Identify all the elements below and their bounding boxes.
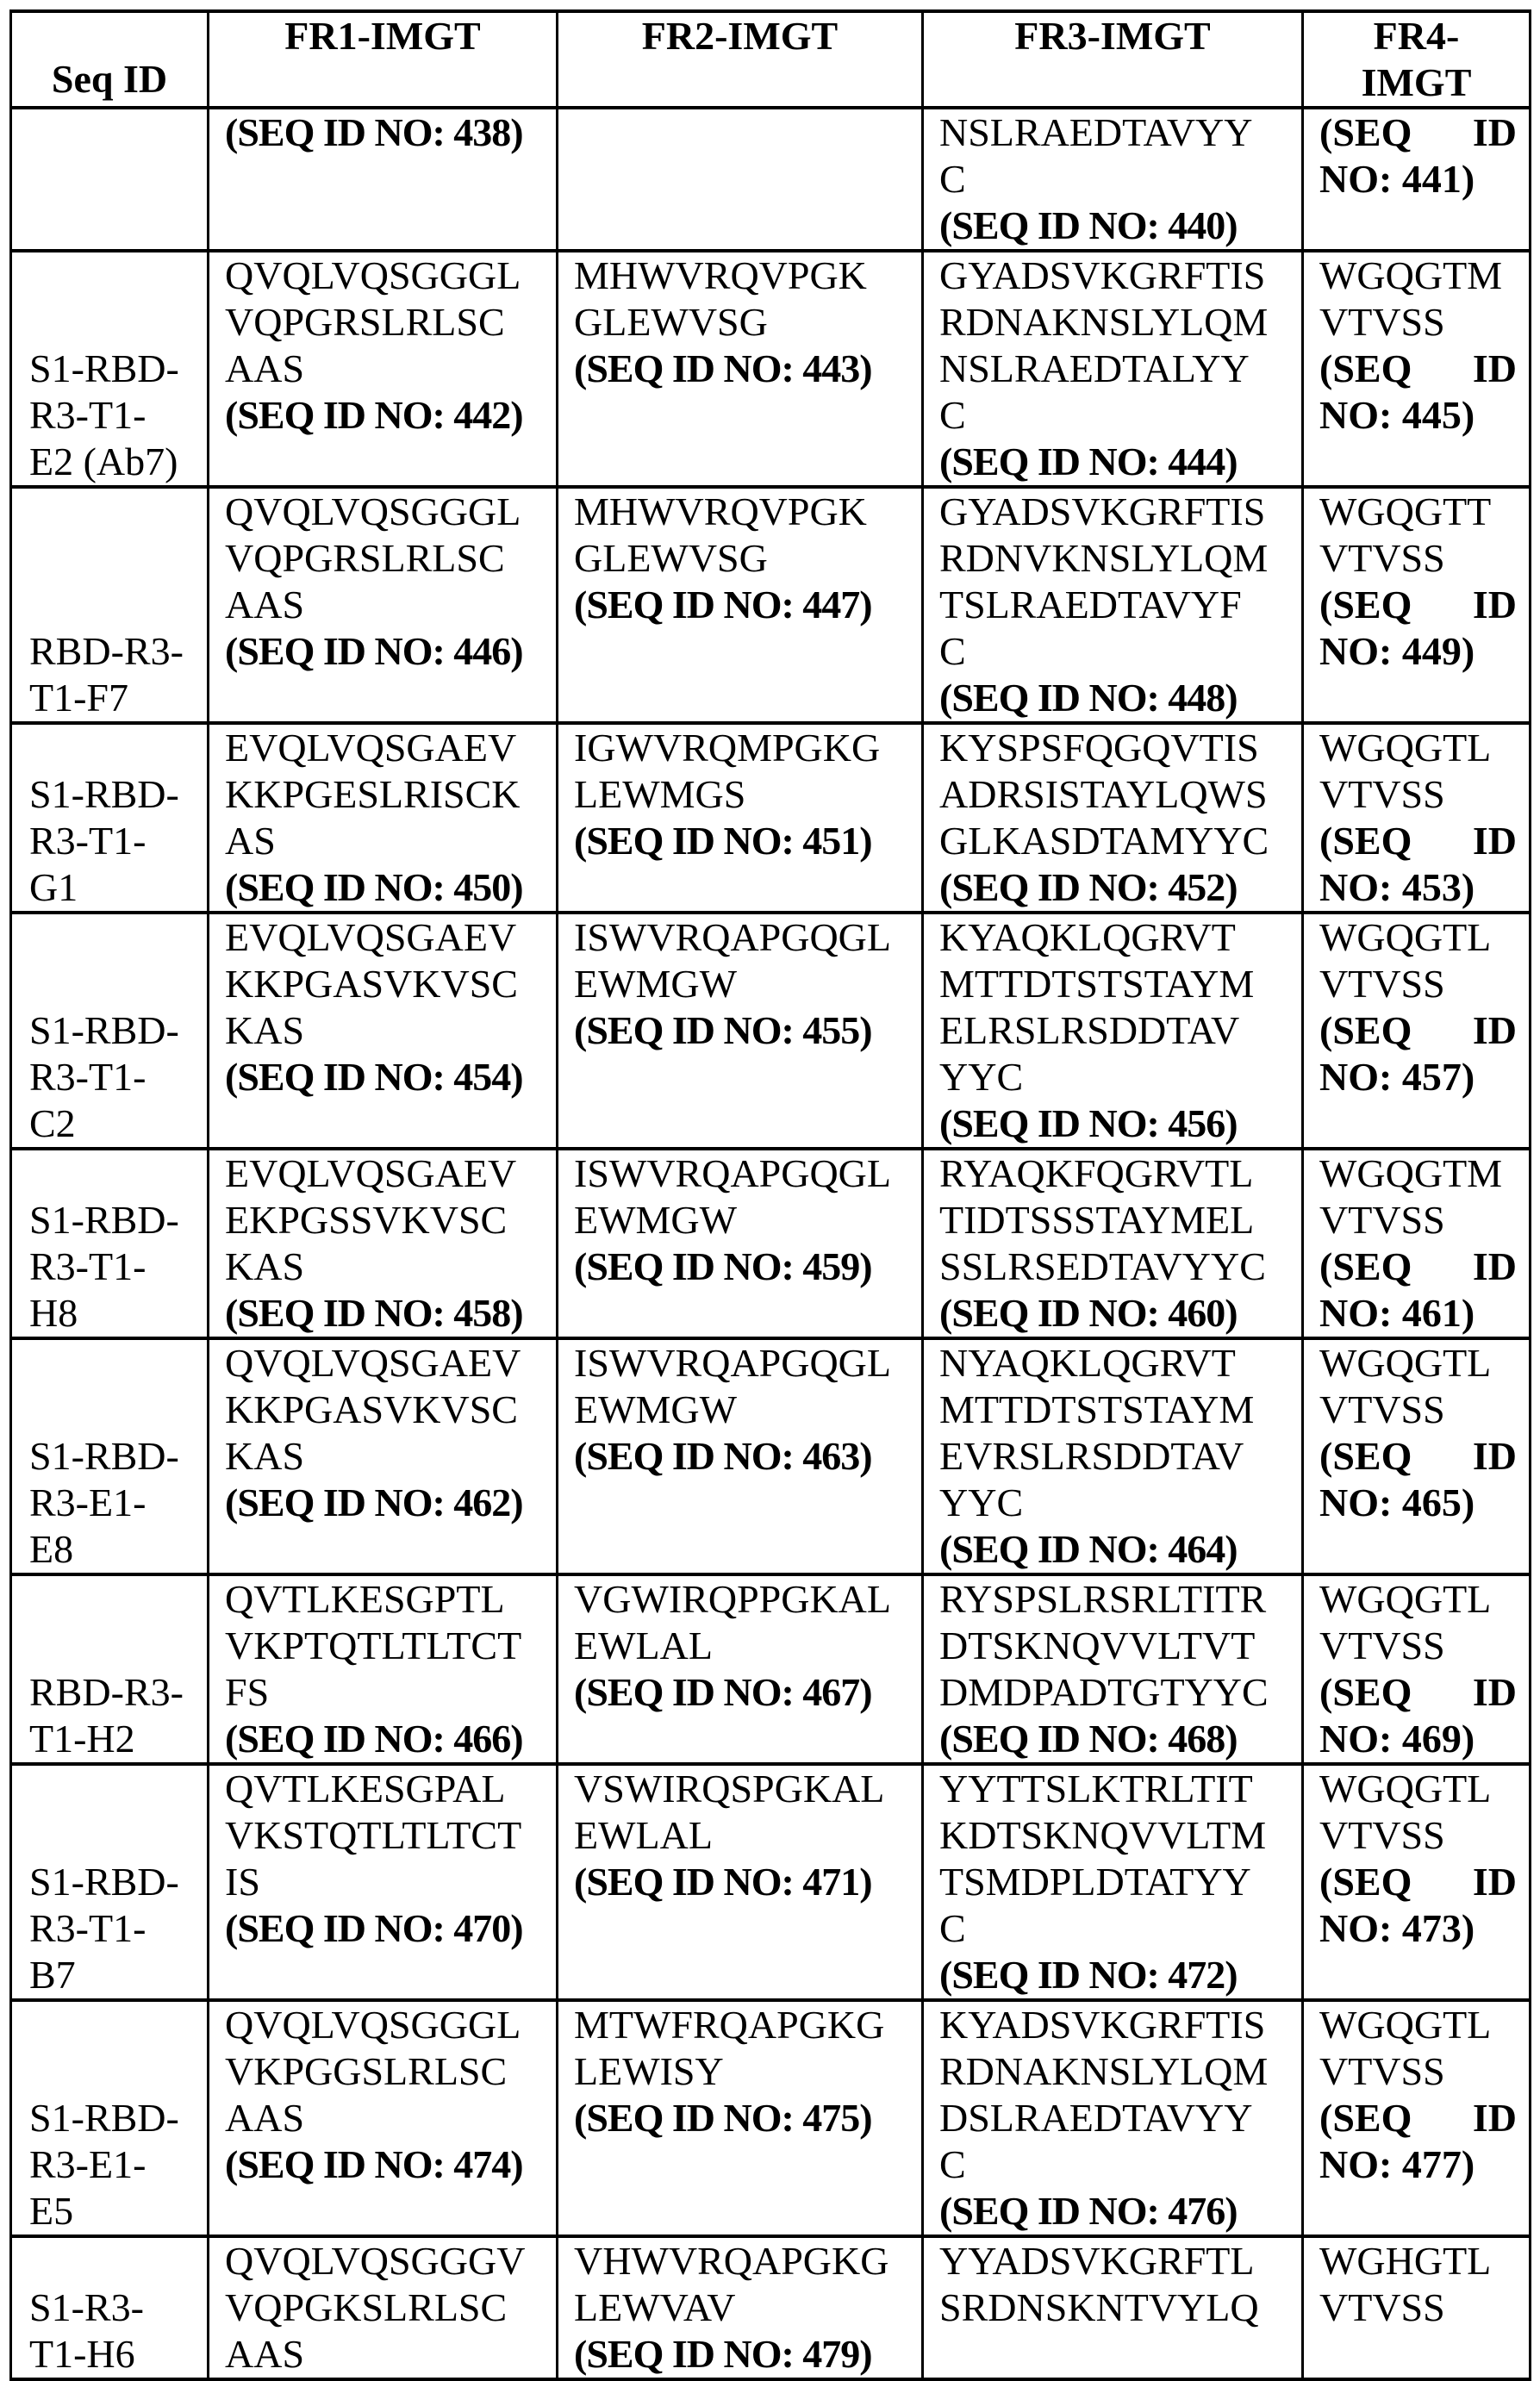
sequence-text: VKPGGSLRLSC [225, 2049, 508, 2093]
sequence-text: GYADSVKGRFTIS [939, 253, 1266, 297]
sequence-text: VTVSS [1319, 536, 1445, 580]
sequence-text: MHWVRQVPGK [574, 489, 867, 533]
fr4-cell [1303, 487, 1531, 723]
sequence-text: C [939, 393, 966, 437]
seq-id-reference-part2: NO: 445) [1319, 393, 1475, 437]
seq-id-reference-part1 [1319, 818, 1517, 864]
seq-id-reference-part2: NO: 441) [1319, 157, 1475, 201]
seq-id-reference: (SEQ ID NO: 455) [574, 1008, 872, 1052]
seq-id-reference: (SEQ ID NO: 462) [225, 1480, 523, 1524]
table-row [11, 1149, 1531, 1338]
table-row [11, 1764, 1531, 2000]
sequence-text: EVRSLRSDDTAV [939, 1434, 1244, 1478]
header-line: FR3-IMGT [1014, 14, 1211, 58]
sequence-text: DSLRAEDTAVYY [939, 2096, 1253, 2140]
sequence-text: EWLAL [574, 1624, 713, 1667]
reference-word: ID [1472, 1860, 1517, 1904]
seq-id-text: S1-RBD- [29, 1434, 179, 1478]
sequence-text: GLKASDTAMYYC [939, 819, 1269, 863]
reference-word: (SEQ [1319, 1670, 1412, 1714]
seq-id-cell [11, 251, 209, 487]
sequence-text: WGQGTT [1319, 489, 1492, 533]
sequence-text: VGWIRQPPGKAL [574, 1577, 891, 1621]
sequence-text: WGQGTL [1319, 1341, 1492, 1385]
sequence-text: KYADSVKGRFTIS [939, 2003, 1266, 2047]
seq-id-text: E2 (Ab7) [29, 439, 178, 483]
seq-id-text: S1-RBD- [29, 1008, 179, 1052]
fr3-cell [923, 1574, 1303, 1764]
seq-id-text: S1-RBD- [29, 1860, 179, 1904]
imgt-framework-table [9, 9, 1531, 2381]
fr4-cell [1303, 913, 1531, 1149]
sequence-text: VTVSS [1319, 962, 1445, 1006]
seq-id-reference-part2: NO: 457) [1319, 1055, 1475, 1099]
sequence-text: VTVSS [1319, 1198, 1445, 1242]
table-row [11, 1338, 1531, 1574]
fr3-cell [923, 487, 1303, 723]
fr2-cell [558, 1574, 923, 1764]
sequence-text: GYADSVKGRFTIS [939, 489, 1266, 533]
reference-word: (SEQ [1319, 1244, 1412, 1288]
sequence-text: KAS [225, 1244, 305, 1288]
sequence-text: QVTLKESGPAL [225, 1767, 506, 1811]
reference-word: ID [1472, 1670, 1517, 1714]
column-header-fr3 [923, 11, 1303, 108]
sequence-text: RDNAKNSLYLQM [939, 2049, 1269, 2093]
seq-id-text: S1-RBD- [29, 772, 179, 816]
sequence-text: C [939, 629, 966, 673]
seq-id-reference: (SEQ ID NO: 460) [939, 1291, 1238, 1335]
sequence-text: EWMGW [574, 1387, 738, 1431]
sequence-text: VKSTQTLTLTCT [225, 1813, 522, 1857]
seq-id-text: S1-R3- [29, 2285, 144, 2329]
sequence-text: FS [225, 1670, 270, 1714]
seq-id-reference-part1 [1319, 346, 1517, 392]
column-header-fr2 [558, 11, 923, 108]
sequence-text: VTVSS [1319, 2285, 1445, 2329]
reference-word: (SEQ [1319, 819, 1412, 863]
seq-id-reference: (SEQ ID NO: 475) [574, 2096, 872, 2140]
sequence-text: DMDPADTGTYYC [939, 1670, 1269, 1714]
seq-id-reference-part1 [1319, 1433, 1517, 1480]
seq-id-reference-part1 [1319, 1669, 1517, 1716]
seq-id-text: S1-RBD- [29, 1198, 179, 1242]
sequence-text: EKPGSSVKVSC [225, 1198, 508, 1242]
seq-id-reference: (SEQ ID NO: 438) [225, 110, 523, 154]
fr3-cell [923, 1338, 1303, 1574]
seq-id-reference-part1 [1319, 1007, 1517, 1054]
seq-id-cell [11, 1338, 209, 1574]
sequence-text: ISWVRQAPGQGL [574, 915, 891, 959]
sequence-text: EWLAL [574, 1813, 713, 1857]
fr4-cell [1303, 1574, 1531, 1764]
seq-id-text: E5 [29, 2189, 74, 2233]
fr1-cell [209, 2236, 558, 2379]
header-line: Seq ID [51, 57, 168, 101]
sequence-text: AAS [225, 346, 305, 390]
sequence-text: TSMDPLDTATYY [939, 1860, 1251, 1904]
sequence-text: RDNVKNSLYLQM [939, 536, 1269, 580]
fr3-cell [923, 1764, 1303, 2000]
seq-id-reference: (SEQ ID NO: 458) [225, 1291, 523, 1335]
seq-id-reference-part2: NO: 453) [1319, 865, 1475, 909]
fr2-cell [558, 2000, 923, 2236]
sequence-text: RYAQKFQGRVTL [939, 1151, 1254, 1195]
seq-id-text: R3-T1- [29, 1244, 147, 1288]
fr2-cell [558, 1764, 923, 2000]
fr3-cell [923, 2236, 1303, 2379]
seq-id-reference: (SEQ ID NO: 443) [574, 346, 872, 390]
fr4-cell [1303, 723, 1531, 913]
seq-id-reference: (SEQ ID NO: 466) [225, 1717, 523, 1761]
seq-id-reference: (SEQ ID NO: 454) [225, 1055, 523, 1099]
sequence-text: QVQLVQSGGGL [225, 2003, 521, 2047]
seq-id-cell [11, 1574, 209, 1764]
fr1-cell [209, 913, 558, 1149]
sequence-text: WGQGTM [1319, 253, 1503, 297]
seq-id-reference: (SEQ ID NO: 447) [574, 583, 872, 626]
sequence-text: TSLRAEDTAVYF [939, 583, 1242, 626]
fr4-cell [1303, 1149, 1531, 1338]
fr4-cell [1303, 1764, 1531, 2000]
sequence-text: VQPGKSLRLSC [225, 2285, 508, 2329]
seq-id-reference: (SEQ ID NO: 456) [939, 1101, 1238, 1145]
seq-id-reference-part1 [1319, 2095, 1517, 2141]
fr2-cell [558, 1338, 923, 1574]
sequence-text: VSWIRQSPGKAL [574, 1767, 885, 1811]
seq-id-text: H8 [29, 1291, 78, 1335]
fr2-cell [558, 251, 923, 487]
sequence-text: ELRSLRSDDTAV [939, 1008, 1240, 1052]
reference-word: ID [1472, 1008, 1517, 1052]
seq-id-cell [11, 487, 209, 723]
sequence-text: KKPGASVKVSC [225, 962, 518, 1006]
seq-id-cell [11, 913, 209, 1149]
header-line: IMGT [1361, 60, 1472, 104]
seq-id-reference: (SEQ ID NO: 440) [939, 203, 1238, 247]
fr4-cell [1303, 2000, 1531, 2236]
fr1-cell [209, 251, 558, 487]
fr2-cell [558, 1149, 923, 1338]
seq-id-text: R3-T1- [29, 393, 147, 437]
sequence-text: AS [225, 819, 276, 863]
sequence-text: AAS [225, 2096, 305, 2140]
seq-id-reference: (SEQ ID NO: 450) [225, 865, 523, 909]
reference-word: ID [1472, 110, 1517, 154]
fr1-cell [209, 2000, 558, 2236]
sequence-text: ADRSISTAYLQWS [939, 772, 1268, 816]
reference-word: (SEQ [1319, 110, 1412, 154]
seq-id-reference: (SEQ ID NO: 467) [574, 1670, 872, 1714]
seq-id-cell [11, 1764, 209, 2000]
reference-word: (SEQ [1319, 1434, 1412, 1478]
seq-id-text: R3-E1- [29, 1480, 147, 1524]
fr2-cell [558, 913, 923, 1149]
seq-id-reference: (SEQ ID NO: 472) [939, 1953, 1238, 1997]
sequence-text: AAS [225, 2332, 305, 2376]
seq-id-cell [11, 2000, 209, 2236]
seq-id-reference: (SEQ ID NO: 476) [939, 2189, 1238, 2233]
fr2-cell [558, 108, 923, 251]
sequence-text: LEWMGS [574, 772, 746, 816]
sequence-text: TIDTSSSTAYMEL [939, 1198, 1255, 1242]
sequence-text: VQPGRSLRLSC [225, 300, 505, 344]
sequence-text: KKPGESLRISCK [225, 772, 521, 816]
sequence-text: WGQGTL [1319, 1577, 1492, 1621]
sequence-text: VTVSS [1319, 1387, 1445, 1431]
fr3-cell [923, 1149, 1303, 1338]
seq-id-text: R3-E1- [29, 2142, 147, 2186]
sequence-text: MTTDTSTSTAYM [939, 962, 1255, 1006]
header-line: FR1-IMGT [284, 14, 481, 58]
sequence-text: QVQLVQSGAEV [225, 1341, 521, 1385]
fr3-cell [923, 913, 1303, 1149]
fr1-cell [209, 1149, 558, 1338]
table-row [11, 2236, 1531, 2379]
sequence-text: LEWVAV [574, 2285, 736, 2329]
seq-id-reference-part2: NO: 461) [1319, 1291, 1475, 1335]
sequence-text: VTVSS [1319, 1624, 1445, 1667]
table-body [11, 108, 1531, 2379]
seq-id-cell [11, 108, 209, 251]
fr1-cell [209, 487, 558, 723]
fr4-cell [1303, 251, 1531, 487]
reference-word: ID [1472, 1434, 1517, 1478]
seq-id-cell [11, 1149, 209, 1338]
table-row [11, 251, 1531, 487]
sequence-text: WGQGTL [1319, 2003, 1492, 2047]
sequence-text: AAS [225, 583, 305, 626]
sequence-text: C [939, 2142, 966, 2186]
column-header-fr4 [1303, 11, 1531, 108]
sequence-text: KYAQKLQGRVT [939, 915, 1236, 959]
header-line: FR4- [1373, 14, 1460, 58]
seq-id-reference-part1 [1319, 1243, 1517, 1290]
fr3-cell [923, 251, 1303, 487]
sequence-text: MTTDTSTSTAYM [939, 1387, 1255, 1431]
sequence-text: SSLRSEDTAVYYC [939, 1244, 1266, 1288]
sequence-text: C [939, 157, 966, 201]
sequence-text: YYTTSLKTRLTIT [939, 1767, 1253, 1811]
sequence-text: YYC [939, 1055, 1024, 1099]
seq-id-text: RBD-R3- [29, 1670, 184, 1714]
seq-id-reference: (SEQ ID NO: 451) [574, 819, 872, 863]
seq-id-reference: (SEQ ID NO: 452) [939, 865, 1238, 909]
sequence-text: ISWVRQAPGQGL [574, 1341, 891, 1385]
seq-id-reference: (SEQ ID NO: 442) [225, 393, 523, 437]
sequence-text: VKPTQTLTLTCT [225, 1624, 522, 1667]
seq-id-text: S1-RBD- [29, 2096, 179, 2140]
seq-id-text: R3-T1- [29, 819, 147, 863]
sequence-text: IS [225, 1860, 260, 1904]
column-header-seq-id [11, 11, 209, 108]
fr3-cell [923, 723, 1303, 913]
sequence-text: LEWISY [574, 2049, 724, 2093]
reference-word: ID [1472, 2096, 1517, 2140]
sequence-text: WGHGTL [1319, 2239, 1492, 2283]
sequence-text: QVQLVQSGGGV [225, 2239, 526, 2283]
seq-id-reference: (SEQ ID NO: 470) [225, 1906, 523, 1950]
seq-id-reference-part2: NO: 477) [1319, 2142, 1475, 2186]
sequence-text: QVQLVQSGGGL [225, 253, 521, 297]
fr4-cell [1303, 2236, 1531, 2379]
sequence-text: SRDNSKNTVYLQ [939, 2285, 1259, 2329]
seq-id-reference-part1 [1319, 109, 1517, 156]
seq-id-reference-part2: NO: 469) [1319, 1717, 1475, 1761]
reference-word: ID [1472, 1244, 1517, 1288]
table-row [11, 1574, 1531, 1764]
sequence-text: RYSPSLRSRLTITR [939, 1577, 1267, 1621]
sequence-text: EVQLVQSGAEV [225, 915, 517, 959]
table-row [11, 2000, 1531, 2236]
seq-id-text: R3-T1- [29, 1055, 147, 1099]
seq-id-text: G1 [29, 865, 78, 909]
reference-word: (SEQ [1319, 1008, 1412, 1052]
fr3-cell [923, 108, 1303, 251]
sequence-text: IGWVRQMPGKG [574, 726, 881, 770]
seq-id-text: T1-H6 [29, 2332, 135, 2376]
seq-id-reference: (SEQ ID NO: 468) [939, 1717, 1238, 1761]
sequence-text: EVQLVQSGAEV [225, 726, 517, 770]
sequence-text: NSLRAEDTAVYY [939, 110, 1253, 154]
sequence-text: WGQGTL [1319, 915, 1492, 959]
reference-word: (SEQ [1319, 1860, 1412, 1904]
reference-word: (SEQ [1319, 346, 1412, 390]
sequence-text: DTSKNQVVLTVT [939, 1624, 1256, 1667]
sequence-text: RDNAKNSLYLQM [939, 300, 1269, 344]
sequence-text: MHWVRQVPGK [574, 253, 867, 297]
sequence-text: ISWVRQAPGQGL [574, 1151, 891, 1195]
seq-id-text: T1-H2 [29, 1717, 135, 1761]
reference-word: ID [1472, 346, 1517, 390]
fr3-cell [923, 2000, 1303, 2236]
sequence-text: WGQGTM [1319, 1151, 1503, 1195]
seq-id-reference: (SEQ ID NO: 448) [939, 676, 1238, 720]
table-row [11, 487, 1531, 723]
sequence-text: VQPGRSLRLSC [225, 536, 505, 580]
table-row [11, 723, 1531, 913]
sequence-text: EWMGW [574, 1198, 738, 1242]
sequence-text: NYAQKLQGRVT [939, 1341, 1236, 1385]
seq-id-text: C2 [29, 1101, 76, 1145]
sequence-text: GLEWVSG [574, 300, 768, 344]
seq-id-cell [11, 723, 209, 913]
fr1-cell [209, 723, 558, 913]
sequence-text: EWMGW [574, 962, 738, 1006]
seq-id-reference-part1 [1319, 582, 1517, 628]
sequence-text: WGQGTL [1319, 726, 1492, 770]
fr1-cell [209, 1764, 558, 2000]
seq-id-reference-part2: NO: 449) [1319, 629, 1475, 673]
sequence-text: VTVSS [1319, 772, 1445, 816]
seq-id-reference: (SEQ ID NO: 463) [574, 1434, 872, 1478]
reference-word: ID [1472, 583, 1517, 626]
seq-id-text: B7 [29, 1953, 76, 1997]
seq-id-reference: (SEQ ID NO: 474) [225, 2142, 523, 2186]
seq-id-text: RBD-R3- [29, 629, 184, 673]
sequence-text: VTVSS [1319, 2049, 1445, 2093]
seq-id-reference: (SEQ ID NO: 479) [574, 2332, 872, 2376]
reference-word: (SEQ [1319, 583, 1412, 626]
seq-id-reference: (SEQ ID NO: 444) [939, 439, 1238, 483]
header-row [11, 11, 1531, 108]
seq-id-reference-part1 [1319, 1859, 1517, 1905]
seq-id-text: E8 [29, 1527, 74, 1571]
sequence-text: GLEWVSG [574, 536, 768, 580]
sequence-text: NSLRAEDTALYY [939, 346, 1250, 390]
seq-id-text: S1-RBD- [29, 346, 179, 390]
sequence-text: KYSPSFQGQVTIS [939, 726, 1259, 770]
seq-id-text: T1-F7 [29, 676, 128, 720]
sequence-text: VTVSS [1319, 1813, 1445, 1857]
seq-id-cell [11, 2236, 209, 2379]
seq-id-reference: (SEQ ID NO: 464) [939, 1527, 1238, 1571]
sequence-text: QVQLVQSGGGL [225, 489, 521, 533]
seq-id-reference-part2: NO: 465) [1319, 1480, 1475, 1524]
seq-id-reference: (SEQ ID NO: 471) [574, 1860, 872, 1904]
sequence-text: VHWVRQAPGKG [574, 2239, 889, 2283]
table-row [11, 913, 1531, 1149]
sequence-text: MTWFRQAPGKG [574, 2003, 885, 2047]
fr2-cell [558, 723, 923, 913]
sequence-text: QVTLKESGPTL [225, 1577, 505, 1621]
sequence-text: KKPGASVKVSC [225, 1387, 518, 1431]
sequence-text: KAS [225, 1008, 305, 1052]
header-line: FR2-IMGT [641, 14, 839, 58]
seq-id-reference-part2: NO: 473) [1319, 1906, 1475, 1950]
fr4-cell [1303, 108, 1531, 251]
sequence-text: WGQGTL [1319, 1767, 1492, 1811]
column-header-fr1 [209, 11, 558, 108]
fr2-cell [558, 487, 923, 723]
sequence-text: YYC [939, 1480, 1024, 1524]
fr2-cell [558, 2236, 923, 2379]
seq-id-reference: (SEQ ID NO: 446) [225, 629, 523, 673]
table-row [11, 108, 1531, 251]
reference-word: ID [1472, 819, 1517, 863]
sequence-text: YYADSVKGRFTL [939, 2239, 1255, 2283]
sequence-text: KDTSKNQVVLTM [939, 1813, 1267, 1857]
reference-word: (SEQ [1319, 2096, 1412, 2140]
fr1-cell [209, 1574, 558, 1764]
fr1-cell [209, 1338, 558, 1574]
fr4-cell [1303, 1338, 1531, 1574]
sequence-text: KAS [225, 1434, 305, 1478]
seq-id-text: R3-T1- [29, 1906, 147, 1950]
sequence-text: VTVSS [1319, 300, 1445, 344]
seq-id-reference: (SEQ ID NO: 459) [574, 1244, 872, 1288]
sequence-text: EVQLVQSGAEV [225, 1151, 517, 1195]
sequence-text: C [939, 1906, 966, 1950]
fr1-cell [209, 108, 558, 251]
